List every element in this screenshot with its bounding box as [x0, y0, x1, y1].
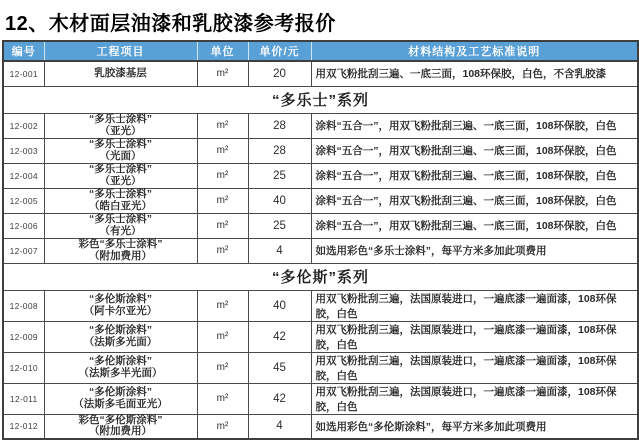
header-name: 工程项目	[44, 41, 197, 61]
unit-cell: m²	[197, 61, 248, 86]
row-id-cell: 12-011	[3, 383, 44, 414]
project-subname: （亚光）	[99, 124, 142, 137]
project-cell	[44, 61, 197, 86]
row-id-cell: 12-007	[3, 238, 44, 263]
project-cell	[44, 213, 197, 238]
project-subname: （亚光）	[99, 174, 142, 187]
project-cell	[44, 321, 197, 352]
table-row	[3, 352, 638, 383]
table-row	[3, 414, 638, 439]
table-row	[3, 163, 638, 188]
project-cell	[44, 238, 197, 263]
project-name: “多乐士涂料”	[89, 138, 152, 150]
desc-cell: 用双飞粉批刮三遍，法国原装进口，一遍底漆一遍面漆，108环保胶，白色	[311, 383, 638, 414]
desc-cell: 用双飞粉批刮三遍，法国原装进口，一遍底漆一遍面漆，108环保胶，白色	[311, 290, 638, 321]
desc-cell: 用双飞粉批刮三遍，法国原装进口，一遍底漆一遍面漆，108环保胶，白色	[311, 352, 638, 383]
price-cell: 28	[248, 113, 311, 138]
row-id-cell: 12-012	[3, 414, 44, 439]
price-cell: 25	[248, 163, 311, 188]
project-name: “多伦斯涂料”	[89, 324, 152, 336]
project-cell	[44, 138, 197, 163]
table-row	[3, 138, 638, 163]
table-row	[3, 188, 638, 213]
project-name: “多伦斯涂料”	[89, 355, 152, 367]
unit-cell: m²	[197, 188, 248, 213]
header-unit: 单位	[197, 41, 248, 61]
desc-cell: 涂料“五合一”，用双飞粉批刮三遍、一底三面，108环保胶，白色	[311, 163, 638, 188]
project-name: 彩色“多伦斯涂料”	[78, 413, 163, 426]
unit-cell: m²	[197, 321, 248, 352]
table-row	[3, 61, 638, 86]
price-cell: 40	[248, 290, 311, 321]
unit-cell: m²	[197, 138, 248, 163]
unit-cell: m²	[197, 213, 248, 238]
project-subname: （附加费用）	[89, 425, 152, 438]
row-id-cell: 12-006	[3, 213, 44, 238]
project-subname: （皓白亚光）	[89, 199, 152, 212]
table-row	[3, 290, 638, 321]
table-row	[3, 383, 638, 414]
unit-cell: m²	[197, 113, 248, 138]
desc-cell: 涂料“五合一”，用双飞粉批刮三遍、一底三面，108环保胶，白色	[311, 188, 638, 213]
unit-cell: m²	[197, 290, 248, 321]
unit-cell: m²	[197, 238, 248, 263]
unit-cell: m²	[197, 414, 248, 439]
project-cell	[44, 352, 197, 383]
price-cell: 45	[248, 352, 311, 383]
project-name: “多乐士涂料”	[89, 113, 152, 125]
section-row	[3, 263, 638, 290]
header-desc: 材料结构及工艺标准说明	[311, 41, 638, 61]
project-name: 彩色“多乐士涂料”	[78, 238, 163, 250]
project-subname: （光面）	[99, 149, 142, 162]
project-name: “多伦斯涂料”	[89, 386, 152, 398]
header-price: 单价/元	[248, 41, 311, 61]
price-cell: 25	[248, 213, 311, 238]
project-name: “多乐士涂料”	[89, 163, 152, 175]
project-name: “多乐士涂料”	[89, 213, 152, 225]
price-cell: 20	[248, 61, 311, 86]
unit-cell: m²	[197, 383, 248, 414]
price-cell: 40	[248, 188, 311, 213]
desc-cell: 涂料“五合一”，用双飞粉批刮三遍、一底三面，108环保胶，白色	[311, 138, 638, 163]
row-id-cell: 12-008	[3, 290, 44, 321]
project-name: “多伦斯涂料”	[89, 293, 152, 305]
project-cell	[44, 383, 197, 414]
section-label: “多伦斯”系列	[3, 263, 638, 290]
table-row	[3, 113, 638, 138]
row-id-cell: 12-010	[3, 352, 44, 383]
unit-cell: m²	[197, 163, 248, 188]
project-subname: （法斯多毛面亚光）	[73, 397, 168, 410]
desc-cell: 涂料“五合一”，用双飞粉批刮三遍、一底三面，108环保胶，白色	[311, 113, 638, 138]
price-cell: 42	[248, 383, 311, 414]
table-row	[3, 321, 638, 352]
project-cell	[44, 163, 197, 188]
price-cell: 4	[248, 238, 311, 263]
project-cell	[44, 113, 197, 138]
row-id-cell: 12-009	[3, 321, 44, 352]
row-id-cell: 12-003	[3, 138, 44, 163]
section-label: “多乐士”系列	[3, 86, 638, 113]
project-cell	[44, 290, 197, 321]
table-header-row	[3, 41, 638, 61]
row-id-cell: 12-002	[3, 113, 44, 138]
project-name: 乳胶漆基层	[94, 67, 147, 79]
project-subname: （有光）	[99, 224, 142, 237]
unit-cell: m²	[197, 352, 248, 383]
project-cell	[44, 188, 197, 213]
row-id-cell: 12-004	[3, 163, 44, 188]
table-body	[3, 61, 638, 439]
project-name: “多乐士涂料”	[89, 188, 152, 200]
header-id: 编号	[3, 41, 44, 61]
price-table	[2, 40, 639, 440]
project-subname: （法斯多光面）	[83, 335, 158, 348]
desc-cell: 用双飞粉批刮三遍，法国原装进口，一遍底漆一遍面漆，108环保胶，白色	[311, 321, 638, 352]
row-id-cell: 12-005	[3, 188, 44, 213]
project-subname: （法斯多半光面）	[78, 366, 163, 379]
price-cell: 28	[248, 138, 311, 163]
desc-cell: 如选用彩色“多伦斯涂料”，每平方米多加此项费用	[311, 414, 638, 439]
project-cell	[44, 414, 197, 439]
desc-cell: 涂料“五合一”，用双飞粉批刮三遍、一底三面，108环保胶，白色	[311, 213, 638, 238]
table-row	[3, 238, 638, 263]
desc-cell: 如选用彩色“多乐士涂料”，每平方米多加此项费用	[311, 238, 638, 263]
table-row	[3, 213, 638, 238]
project-subname: （阿卡尔亚光）	[83, 304, 158, 317]
page-title: 12、木材面层油漆和乳胶漆参考报价	[5, 13, 336, 35]
price-cell: 4	[248, 414, 311, 439]
desc-cell: 用双飞粉批刮三遍、一底三面，108环保胶，白色，不含乳胶漆	[311, 61, 638, 86]
price-cell: 42	[248, 321, 311, 352]
project-subname: （附加费用）	[89, 249, 152, 262]
row-id-cell: 12-001	[3, 61, 44, 86]
section-row	[3, 86, 638, 113]
